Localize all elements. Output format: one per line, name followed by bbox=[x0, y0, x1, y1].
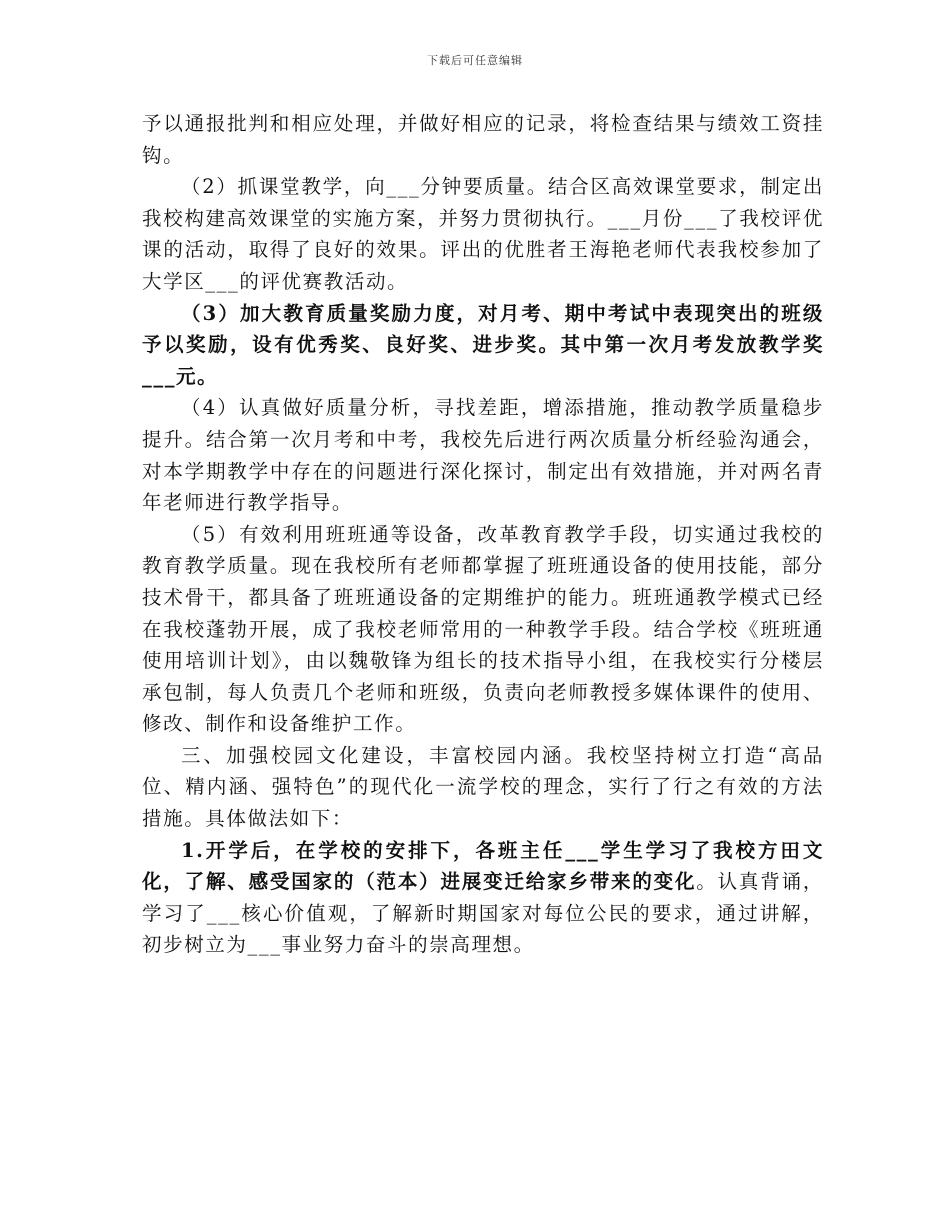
paragraph-point-1 bbox=[142, 835, 824, 961]
document-body bbox=[142, 108, 824, 961]
paragraph-section-3: 三、加强校园文化建设，丰富校园内涵。我校坚持树立打造“高品位、精内涵、强特色”的现代化一流学校的理念，实行了行之有效的方法措施。具体做法如下： bbox=[142, 743, 824, 831]
paragraph-item-3: （3）加大教育质量奖励力度，对月考、期中考试中表现突出的班级予以奖励，设有优秀奖、良好奖、进步奖。其中第一次月考发放教学奖___元。 bbox=[142, 301, 824, 388]
page-header-note: 下载后可任意编辑 bbox=[427, 54, 523, 67]
paragraph-item-2: （2）抓课堂教学，向___分钟要质量。结合区高效课堂要求，制定出我校构建高效课堂的实施方案，并努力贯彻执行。___月份___了我校评优课的活动，取得了良好的效果。评出的优胜者王海艳老师代表我校参加了大学区___的评优赛教活动。 bbox=[142, 175, 824, 293]
paragraph-item-4: （4）认真做好质量分析，寻找差距，增添措施，推动教学质量稳步提升。结合第一次月考和中考，我校先后进行两次质量分析经验沟通会，对本学期教学中存在的问题进行深化探讨，制定出有效措施，并对两名青年老师进行教学指导。 bbox=[142, 396, 824, 515]
paragraph-continuation: 予以通报批判和相应处理，并做好相应的记录，将检查结果与绩效工资挂钩。 bbox=[142, 112, 824, 167]
paragraph-point-1-rest: 。认真背诵，学习了___核心价值观，了解新时期国家对每位公民的要求，通过讲解，初步树立为___事业努力奋斗的崇高理想。 bbox=[142, 870, 824, 957]
paragraph-item-5: （5）有效利用班班通等设备，改革教育教学手段，切实通过我校的教育教学质量。现在我校所有老师都掌握了班班通设备的使用技能，部分技术骨干，都具备了班班通设备的定期维护的能力。班班通教学模式已经在我校蓬勃开展，成了我校老师常用的一种教学手段。结合学校《班班通使用培训计划》，由以魏敬锋为组长的技术指导小组，在我校实行分楼层承包制，每人负责几个老师和班级，负责向老师教授多媒体课件的使用、修改、制作和设备维护工作。 bbox=[142, 522, 824, 736]
paragraph-point-1-bold: 1.开学后，在学校的安排下，各班主任___学生学习了我校方田文化，了解、感受国家的（范本）进展变迁给家乡带来的变化 bbox=[142, 838, 824, 894]
